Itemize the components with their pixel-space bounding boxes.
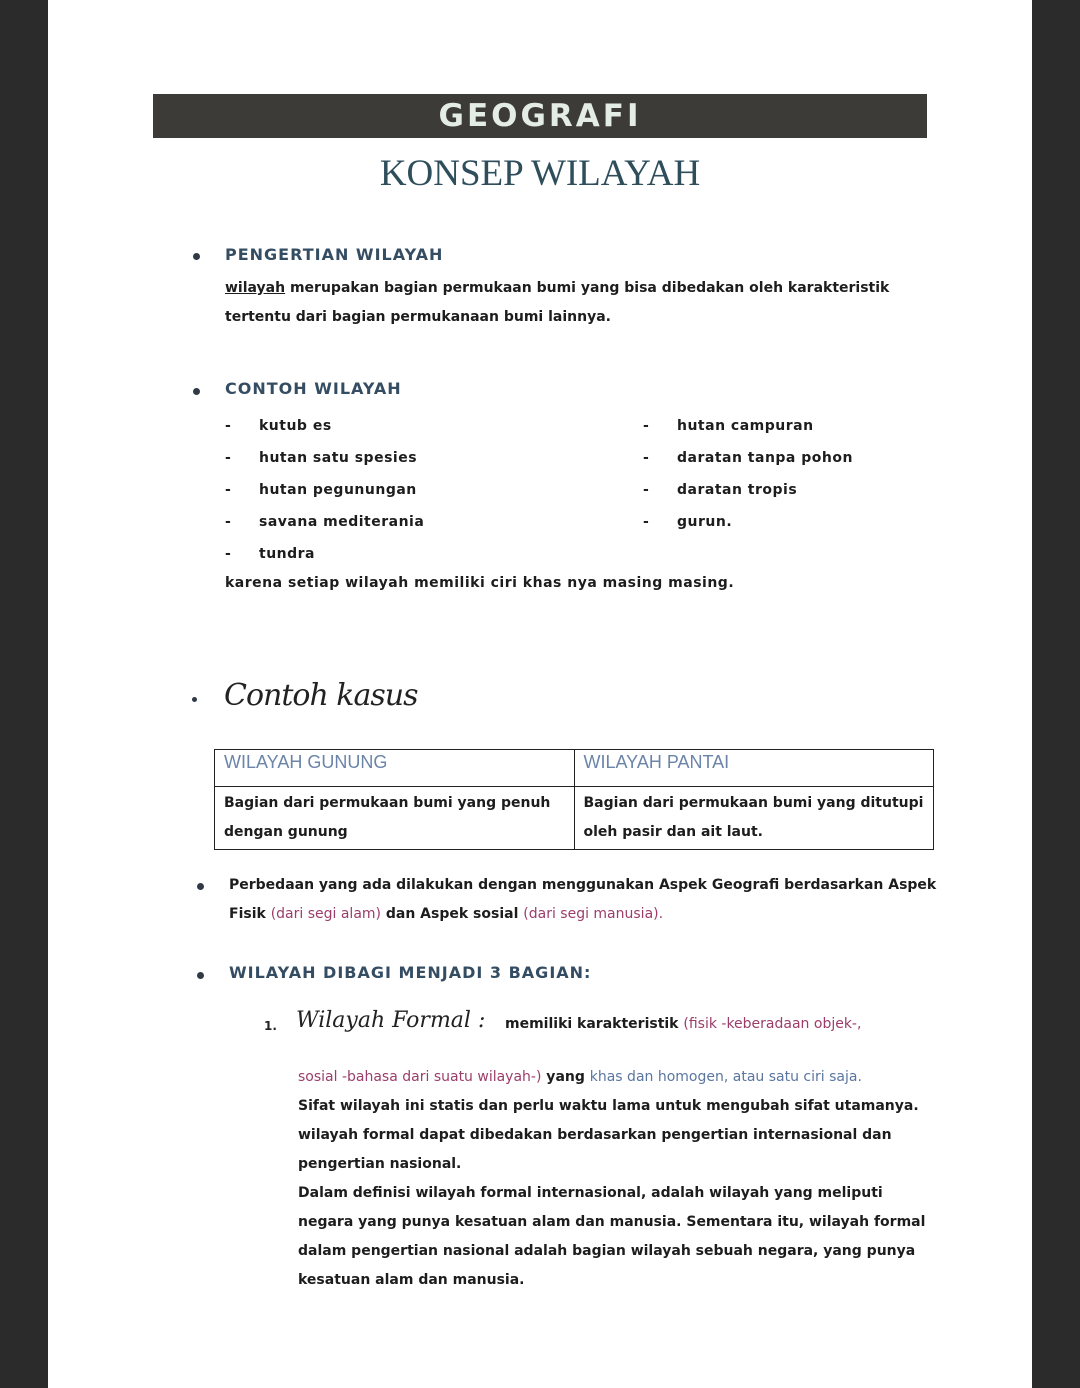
formal-paragraph-line: pengertian nasional. <box>298 1156 462 1172</box>
definition-text <box>225 274 925 332</box>
bullet-icon <box>193 253 200 260</box>
dash-icon: - <box>225 482 231 498</box>
bullet-icon <box>197 972 204 979</box>
list-item: tundra <box>259 546 315 562</box>
aspect-fisik-note: (dari segi alam) <box>270 906 381 922</box>
dash-icon: - <box>225 418 231 434</box>
aspect-sosial: dan Aspek sosial <box>381 906 524 922</box>
table-header: WILAYAH PANTAI <box>574 750 934 787</box>
section-heading-pembagian: WILAYAH DIBAGI MENJADI 3 BAGIAN: <box>229 963 592 982</box>
list-item: hutan pegunungan <box>259 482 417 498</box>
formal-line1-b: (fisik -keberadaan objek-, <box>683 1016 862 1032</box>
aspect-fisik: Fisik <box>229 906 271 922</box>
formal-paragraph <box>298 1092 938 1295</box>
item-title-formal: Wilayah Formal : <box>296 1008 486 1033</box>
dash-icon: - <box>643 482 649 498</box>
definition-line2: tertentu dari bagian permukanaan bumi lainnya. <box>225 309 611 325</box>
aspect-text <box>229 871 949 929</box>
list-item: gurun. <box>677 514 733 530</box>
banner-title: GEOGRAFI <box>438 98 642 134</box>
dash-icon: - <box>643 514 649 530</box>
aspect-line1: Perbedaan yang ada dilakukan dengan menggunakan Aspek Geografi berdasarkan Aspek <box>229 877 937 893</box>
page-title: KONSEP WILAYAH <box>379 153 701 194</box>
definition-line1: merupakan bagian permukaan bumi yang bisa dibedakan oleh karakteristik <box>285 280 890 296</box>
bullet-icon <box>193 388 200 395</box>
section-note: karena setiap wilayah memiliki ciri khas nya masing masing. <box>225 575 735 591</box>
formal-line1-a: memiliki karakteristik <box>505 1016 684 1032</box>
table-header: WILAYAH GUNUNG <box>215 750 575 787</box>
term-wilayah: wilayah <box>225 280 286 296</box>
formal-line2 <box>298 1063 862 1092</box>
list-item: daratan tropis <box>677 482 798 498</box>
dash-icon: - <box>225 450 231 466</box>
formal-paragraph-line: Sifat wilayah ini statis dan perlu waktu lama untuk mengubah sifat utamanya. <box>298 1098 919 1114</box>
formal-line1 <box>505 1010 861 1039</box>
list-item: savana mediterania <box>259 514 425 530</box>
table-header-row <box>215 750 934 787</box>
table-row <box>215 787 934 850</box>
formal-paragraph-line: wilayah formal dapat dibedakan berdasarkan pengertian internasional dan <box>298 1127 892 1143</box>
dash-icon: - <box>225 514 231 530</box>
comparison-table <box>214 749 934 850</box>
formal-paragraph-line: Dalam definisi wilayah formal internasional, adalah wilayah yang meliputi <box>298 1185 883 1201</box>
dash-icon: - <box>643 450 649 466</box>
list-item: daratan tanpa pohon <box>677 450 853 466</box>
item-number: 1. <box>264 1019 277 1033</box>
dash-icon: - <box>225 546 231 562</box>
bullet-icon <box>197 883 204 890</box>
title-banner <box>153 94 927 138</box>
section-heading-contoh: CONTOH WILAYAH <box>225 379 402 398</box>
list-item: hutan satu spesies <box>259 450 418 466</box>
aspect-sosial-note: (dari segi manusia). <box>523 906 664 922</box>
formal-line2-c: khas dan homogen, atau satu ciri saja. <box>589 1069 862 1085</box>
table-cell: Bagian dari permukaan bumi yang ditutupi oleh pasir dan ait laut. <box>574 787 934 850</box>
formal-line2-a: sosial -bahasa dari suatu wilayah-) <box>298 1069 542 1085</box>
formal-paragraph-line: kesatuan alam dan manusia. <box>298 1272 525 1288</box>
list-item: hutan campuran <box>677 418 814 434</box>
table-cell: Bagian dari permukaan bumi yang penuh dengan gunung <box>215 787 575 850</box>
bullet-icon <box>192 697 197 702</box>
list-item: kutub es <box>259 418 332 434</box>
dash-icon: - <box>643 418 649 434</box>
formal-paragraph-line: negara yang punya kesatuan alam dan manusia. Sementara itu, wilayah formal <box>298 1214 926 1230</box>
document-page <box>48 0 1032 1388</box>
section-heading-kasus: Contoh kasus <box>224 678 418 713</box>
section-heading-pengertian: PENGERTIAN WILAYAH <box>225 245 444 264</box>
formal-line2-b: yang <box>541 1069 590 1085</box>
formal-paragraph-line: dalam pengertian nasional adalah bagian wilayah sebuah negara, yang punya <box>298 1243 916 1259</box>
